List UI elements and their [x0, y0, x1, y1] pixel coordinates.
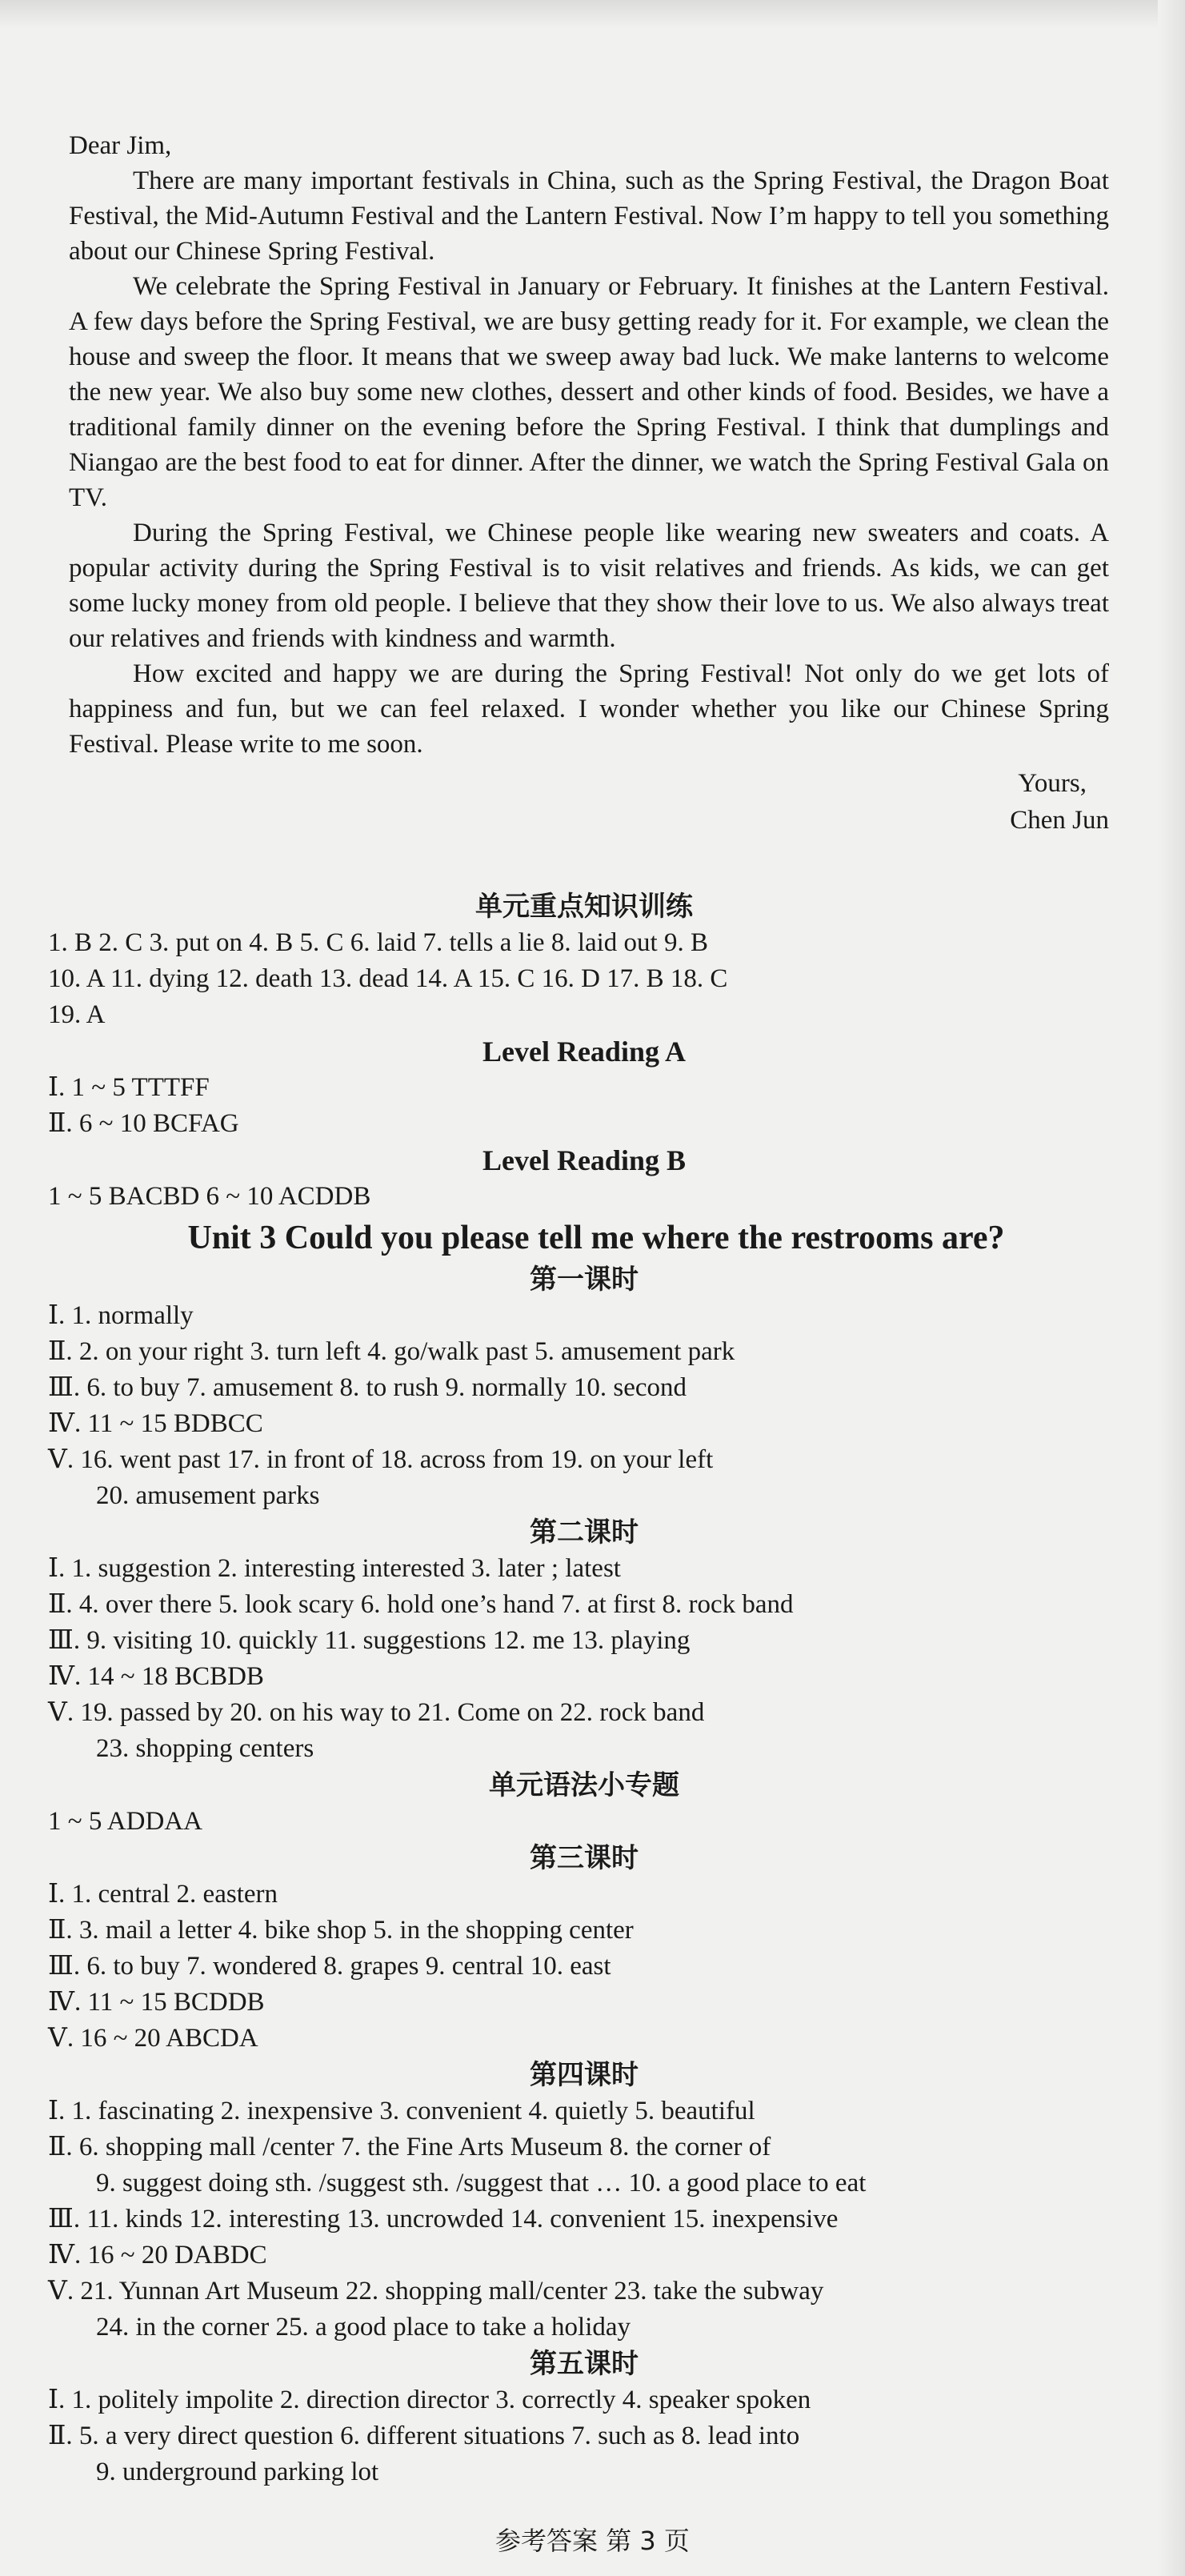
answer-line: 10. A 11. dying 12. death 13. dead 14. A 15. C 16. D 17. B 18. C — [48, 964, 728, 993]
answer-line: Ⅱ. 6 ~ 10 BCFAG — [48, 1109, 239, 1138]
answer-line: Ⅱ. 6. shopping mall /center 7. the Fine Arts Museum 8. the corner of — [48, 2133, 771, 2161]
answer-line: 1 ~ 5 BACBD 6 ~ 10 ACDDB — [48, 1182, 371, 1211]
answer-line: Ⅴ. 16 ~ 20 ABCDA — [48, 2024, 258, 2053]
section-title: 第三课时 — [530, 1842, 639, 1874]
letter-closing: Yours, — [1018, 769, 1087, 798]
page-footer: 参考答案 第 3 页 — [495, 2526, 690, 2556]
answer-line: Ⅲ. 6. to buy 7. amusement 8. to rush 9. normally 10. second — [48, 1373, 687, 1402]
section-title: 第四课时 — [530, 2059, 639, 2091]
answer-key — [48, 888, 1120, 2490]
letter-paragraph: We celebrate the Spring Festival in January or February. It finishes at the Lantern Festival. A few days before the Spring Festival, we are busy getting ready for it. For example, we clean the house and sweep the floor. It means that we sweep away bad luck. We make lanterns to welcome the new year. We also buy some new clothes, dessert and other kinds of food. Besides, we have a traditional family dinner on the evening before the Spring Festival. I think that dumplings and Niangao are the best food to eat for dinner. After the dinner, we watch the Spring Festival Gala on TV. — [69, 272, 1109, 512]
answer-line: 23. shopping centers — [96, 1734, 314, 1763]
section-title: 第二课时 — [530, 1516, 639, 1548]
answer-line: Ⅰ. 1. fascinating 2. inexpensive 3. convenient 4. quietly 5. beautiful — [48, 2097, 755, 2125]
answer-line: Ⅱ. 3. mail a letter 4. bike shop 5. in the shopping center — [48, 1916, 634, 1945]
answer-line: Ⅲ. 9. visiting 10. quickly 11. suggestions 12. me 13. playing — [48, 1626, 691, 1655]
answer-line: 9. suggest doing sth. /suggest sth. /suggest that … 10. a good place to eat — [96, 2169, 867, 2197]
letter-greeting: Dear Jim, — [69, 131, 172, 160]
answer-line: Ⅱ. 4. over there 5. look scary 6. hold one’s hand 7. at first 8. rock band — [48, 1590, 794, 1619]
answer-line: 20. amusement parks — [96, 1481, 320, 1510]
answer-line: Ⅴ. 16. went past 17. in front of 18. across from 19. on your left — [48, 1445, 714, 1474]
answer-line: Ⅰ. 1. politely impolite 2. direction director 3. correctly 4. speaker spoken — [48, 2386, 811, 2414]
answer-line: Ⅱ. 2. on your right 3. turn left 4. go/walk past 5. amusement park — [48, 1337, 735, 1366]
section-title: 第一课时 — [530, 1264, 639, 1296]
answer-line: Ⅲ. 6. to buy 7. wondered 8. grapes 9. central 10. east — [48, 1952, 611, 1981]
letter-paragraph: There are many important festivals in China, such as the Spring Festival, the Dragon Boat Festival, the Mid-Autumn Festival and the Lantern Festival. Now I’m happy to tell you something about our Chinese Spring Festival. — [69, 166, 1109, 266]
answer-line: Ⅲ. 11. kinds 12. interesting 13. uncrowded 14. convenient 15. inexpensive — [48, 2205, 839, 2233]
answer-line: Ⅳ. 11 ~ 15 BDBCC — [48, 1409, 263, 1438]
page-edge — [1158, 0, 1185, 2576]
sample-letter — [69, 128, 1109, 839]
section-title: 单元语法小专题 — [489, 1769, 679, 1801]
answer-line: 24. in the corner 25. a good place to take a holiday — [96, 2313, 631, 2342]
unit-title: Unit 3 Could you please tell me where the restrooms are? — [187, 1220, 1005, 1256]
letter-paragraph: During the Spring Festival, we Chinese people like wearing new sweaters and coats. A popular activity during the Spring Festival is to visit relatives and friends. As kids, we can get some lucky money from old people. I believe that they show their love to us. We also always treat our relatives and friends with kindness and warmth. — [69, 519, 1109, 653]
answer-line: Ⅳ. 16 ~ 20 DABDC — [48, 2241, 267, 2270]
answer-line: Ⅳ. 11 ~ 15 BCDDB — [48, 1988, 265, 2017]
answer-line: Ⅴ. 19. passed by 20. on his way to 21. Come on 22. rock band — [48, 1698, 705, 1727]
letter-paragraph: How excited and happy we are during the Spring Festival! Not only do we get lots of happiness and fun, but we can feel relaxed. I wonder whether you like our Chinese Spring Festival. Please write to me soon. — [69, 659, 1109, 759]
answer-line: Ⅰ. 1. suggestion 2. interesting interested 3. later ; latest — [48, 1554, 621, 1583]
section-title: Level Reading A — [482, 1036, 686, 1068]
answer-line: Ⅴ. 21. Yunnan Art Museum 22. shopping mall/center 23. take the subway — [48, 2277, 824, 2306]
answer-line: Ⅱ. 5. a very direct question 6. different situations 7. such as 8. lead into — [48, 2422, 800, 2450]
section-title: 单元重点知识训练 — [475, 891, 693, 923]
answer-line: Ⅰ. 1. central 2. eastern — [48, 1880, 278, 1909]
answer-line: 9. underground parking lot — [96, 2458, 379, 2486]
letter-closing-block — [69, 765, 1109, 839]
answer-line: Ⅰ. 1 ~ 5 TTTFF — [48, 1073, 210, 1102]
scan-shadow — [0, 0, 1185, 29]
answer-line: Ⅳ. 14 ~ 18 BCBDB — [48, 1662, 264, 1691]
answer-line: 1 ~ 5 ADDAA — [48, 1807, 202, 1836]
answer-line: 19. A — [48, 1000, 106, 1029]
answer-line: Ⅰ. 1. normally — [48, 1301, 194, 1330]
answer-line: 1. B 2. C 3. put on 4. B 5. C 6. laid 7. tells a lie 8. laid out 9. B — [48, 928, 708, 957]
section-title: 第五课时 — [530, 2348, 639, 2380]
letter-signature: Chen Jun — [1010, 806, 1109, 835]
section-title: Level Reading B — [482, 1144, 686, 1176]
